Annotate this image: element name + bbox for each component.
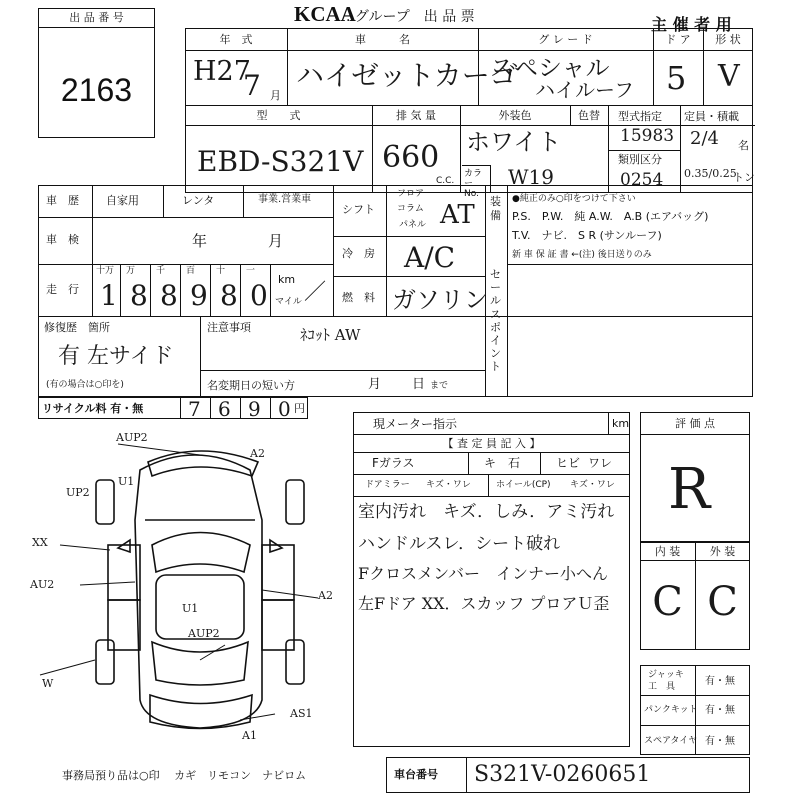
interior-grade-value: C [652, 579, 683, 625]
role-label: 主 催 者 用 [651, 15, 732, 34]
divider [120, 264, 121, 316]
divider [185, 50, 753, 51]
color-no-value: W19 [508, 165, 555, 189]
office-note: 事務局預り品は○印 カギ リモコン ナビロム [62, 769, 307, 782]
damage-mark: U1 [118, 475, 135, 488]
windshield-outline [152, 533, 250, 573]
category-label: 類別区分 [618, 153, 662, 166]
damage-mark: UP2 [66, 486, 90, 499]
grade-label: グ レ ー ド [538, 33, 593, 46]
jack-label: ジャッキ 工 具 [648, 670, 684, 692]
mirror-label: ドアミラー [365, 480, 410, 490]
divider [507, 185, 508, 397]
divider [180, 397, 181, 419]
divider [200, 370, 485, 371]
transfer-suffix: まで [430, 381, 449, 391]
color-value: ホワイト [466, 128, 562, 156]
equipment-label: 装備 [490, 195, 501, 223]
damage-mark: AUP2 [116, 431, 148, 444]
mileage-digit: 9 [190, 279, 208, 312]
equipment-line-1: P.S. P.W. 純 A.W. A.B (エアバッグ) [512, 210, 709, 223]
spare-options[interactable]: 有・無 [705, 736, 735, 747]
wheel-rear-right [286, 640, 304, 684]
divider [468, 452, 469, 474]
wheel-label: ホイール(CP) [496, 480, 551, 490]
mileage-digit-label: 十 [216, 266, 226, 276]
mirror-options[interactable]: キズ・ワレ [426, 480, 471, 490]
shift-option-panel[interactable]: パネル [399, 220, 427, 230]
divider [680, 105, 681, 193]
mileage-digit-label: 万 [126, 266, 136, 276]
exterior-grade-value: C [707, 579, 738, 625]
history-option-business[interactable]: 事業.営業車 [258, 194, 312, 205]
transfer-day: 日 [412, 377, 426, 392]
meter-label: 現メーター指示 [373, 417, 458, 431]
divider [210, 264, 211, 316]
meter-unit: km [612, 417, 630, 430]
wheel-front-left [96, 480, 114, 524]
divider [353, 496, 630, 497]
interior-label: 内 装 [654, 545, 681, 558]
divider [240, 264, 241, 316]
capacity-label: 定員・積載 [684, 110, 739, 123]
mileage-mark: ／ [304, 280, 327, 305]
mileage-digit-label: 一 [246, 266, 256, 276]
jack-options[interactable]: 有・無 [705, 676, 735, 687]
grade-value-1: スペシャル [490, 54, 610, 82]
history-label: 車 歴 [46, 194, 79, 207]
era-value: H27 [193, 56, 251, 87]
glass-option-2[interactable]: 石 [508, 456, 521, 470]
mile-label: マイル [275, 297, 302, 307]
inspector-line-2: ハンドルスレ．シート破れ [358, 534, 561, 554]
displacement-value: 660 [382, 140, 440, 175]
history-option-private[interactable]: 自家用 [106, 194, 139, 207]
mileage-digit: 8 [130, 279, 148, 312]
divider [507, 264, 753, 265]
color-change-label: 色替 [578, 109, 600, 122]
chassis-value: S321V-0260651 [474, 762, 651, 787]
color-label: 外装色 [498, 109, 532, 122]
mirror-left [118, 540, 130, 552]
divider [240, 397, 241, 419]
divider [608, 412, 609, 434]
shift-label: シフト [342, 203, 375, 216]
divider [353, 452, 630, 453]
shape-label: 形 状 [715, 33, 741, 46]
divider [185, 105, 753, 106]
exterior-label: 外 装 [709, 545, 736, 558]
lot-number: 2163 [60, 72, 133, 108]
damage-mark: AS1 [290, 707, 313, 720]
divider [386, 185, 387, 316]
repair-label: 修復歴 箇所 [44, 321, 110, 334]
damage-mark: W [42, 677, 54, 690]
damage-mark: AU2 [30, 578, 55, 591]
glass-option-3[interactable]: ヒビ [556, 456, 581, 470]
month-unit: 月 [270, 89, 281, 102]
glass-option-4[interactable]: ワレ [588, 456, 613, 470]
transfer-month: 月 [368, 377, 382, 392]
divider [540, 452, 541, 474]
left-front-door [108, 545, 140, 600]
notes-label: 注意事項 [207, 321, 251, 334]
divider [333, 236, 485, 237]
divider [466, 757, 467, 793]
divider [38, 316, 753, 317]
damage-mark: XX [32, 536, 48, 549]
recycle-digit: 0 [278, 397, 291, 421]
recycle-digit: 7 [188, 397, 201, 421]
type-label: 型 式 [256, 109, 301, 122]
shift-option-column[interactable]: コラム [397, 204, 424, 214]
spare-label: スペアタイヤ [644, 736, 698, 746]
km-label: km [278, 273, 296, 286]
divider [92, 185, 93, 316]
damage-mark: U1 [182, 602, 199, 615]
color-no-label: カラー No. [464, 169, 483, 199]
wheel-options[interactable]: キズ・ワレ [570, 480, 615, 490]
damage-mark: AUP2 [188, 627, 220, 640]
form-title: . グループ 出 品 票 [346, 9, 475, 25]
divider [270, 397, 271, 419]
mirror-right [270, 540, 282, 552]
transfer-label: 名変期日の短い方 [207, 379, 295, 392]
shaken-label: 車 検 [46, 233, 79, 246]
recycle-digit: 6 [218, 397, 231, 421]
damage-mark: A1 [242, 729, 257, 742]
divider [38, 27, 155, 28]
shaken-year: 年 [192, 232, 208, 250]
inspector-header: 【 査 定 員 記 入 】 [442, 437, 541, 450]
brand-logo: KCAA [294, 2, 356, 26]
shaken-month: 月 [268, 232, 284, 250]
recycle-digit: 9 [248, 397, 261, 421]
puncture-options[interactable]: 有・無 [705, 705, 735, 716]
mileage-digit-label: 百 [186, 266, 196, 276]
divider [210, 397, 211, 419]
shift-option-floor[interactable]: フロア [397, 189, 425, 199]
divider [608, 150, 680, 151]
divider [353, 434, 630, 435]
fuel-label: 燃 料 [342, 291, 375, 304]
equipment-line-3: 新 車 保 証 書 ←(注) 後日送りのみ [512, 250, 652, 260]
divider [200, 316, 201, 397]
divider [38, 264, 333, 265]
divider [270, 264, 271, 316]
mileage-digit: 0 [250, 279, 268, 312]
chassis-label: 車台番号 [394, 768, 438, 781]
lot-label: 出 品 番 号 [69, 11, 124, 24]
wheel-front-right [286, 480, 304, 524]
equipment-line-2: T.V. ナビ. S R (サンルーフ) [512, 229, 662, 242]
overall-grade-value: R [668, 457, 711, 522]
divider [608, 105, 609, 193]
puncture-label: パンクキット [644, 705, 698, 715]
overall-grade-label: 評 価 点 [675, 417, 715, 430]
rear-bumper-outline [150, 695, 252, 729]
model-label: 車 名 [355, 33, 410, 46]
car-name-value: ハイゼットカーゴ [296, 59, 518, 92]
rear-window-outline [152, 642, 248, 685]
divider [353, 474, 630, 475]
divider [180, 264, 181, 316]
sales-point-label: セールスポイント [490, 268, 501, 374]
damage-mark: A2 [250, 447, 265, 460]
car-body-outline [135, 455, 262, 728]
mileage-digit: 8 [220, 279, 238, 312]
capacity-unit: 名 [738, 139, 749, 152]
left-rear-door [108, 600, 140, 650]
recycle-label: リサイクル料 有・無 [42, 402, 144, 415]
capacity-value: 2/4 [690, 128, 719, 149]
divider [38, 217, 333, 218]
divider [243, 185, 244, 217]
category-value: 0254 [620, 170, 664, 190]
inspector-line-3: Fクロスメンバー インナー小へん [358, 564, 608, 583]
divider [640, 434, 750, 435]
shape-value: V [718, 59, 740, 94]
divider [488, 474, 489, 496]
front-bumper-outline [148, 451, 258, 476]
repair-note: (有の場合は○印を) [46, 380, 124, 390]
model-code-value: EBD-S321V [197, 145, 364, 178]
ac-value: A/C [404, 241, 456, 274]
year-label: 年 式 [219, 33, 253, 46]
divider [150, 264, 151, 316]
mileage-label: 走 行 [46, 283, 79, 296]
type-spec-label: 型式指定 [618, 110, 662, 123]
mileage-digit: 1 [100, 279, 118, 312]
load-unit: トン [733, 171, 755, 184]
equipment-note: ●純正のみ○印をつけて下さい [512, 194, 636, 204]
divider [462, 165, 490, 166]
displacement-label: 排 気 量 [396, 109, 436, 122]
mileage-digit-label: 千 [156, 266, 166, 276]
damage-mark: A2 [318, 589, 333, 602]
mileage-digit-label: 十万 [96, 266, 115, 276]
shift-value: AT [440, 200, 475, 230]
cc-unit: C.C. [436, 176, 455, 186]
month-value: 7 [243, 69, 261, 102]
mileage-digit: 8 [160, 279, 178, 312]
grade-value-2: ハイルーフ [535, 78, 634, 102]
load-value: 0.35/0.25 [684, 167, 737, 180]
ac-label: 冷 房 [342, 247, 375, 260]
inspector-line-4: 左Fドア XX．スカッフ プロアＵ歪 [358, 594, 610, 613]
right-rear-door [262, 600, 294, 650]
divider [333, 276, 485, 277]
repair-value: 有 左サイド [58, 344, 174, 369]
door-label: ド ア [665, 33, 691, 46]
fuel-value: ガソリン [392, 286, 488, 314]
glass-option-1[interactable]: キ [484, 456, 497, 470]
recycle-unit: 円 [294, 402, 305, 415]
doors-value: 5 [666, 59, 687, 97]
inspector-line-1: 室内汚れ キズ．しみ．アミ汚れ [358, 502, 615, 522]
wheel-rear-left [96, 640, 114, 684]
glass-label: Fガラス [372, 456, 415, 470]
notes-value: ﾈｺｯﾄ AW [300, 326, 361, 344]
right-front-door [262, 545, 294, 600]
divider [333, 185, 334, 316]
history-option-rental[interactable]: レンタ [182, 194, 215, 207]
type-spec-value: 15983 [620, 126, 675, 146]
divider [163, 185, 164, 217]
